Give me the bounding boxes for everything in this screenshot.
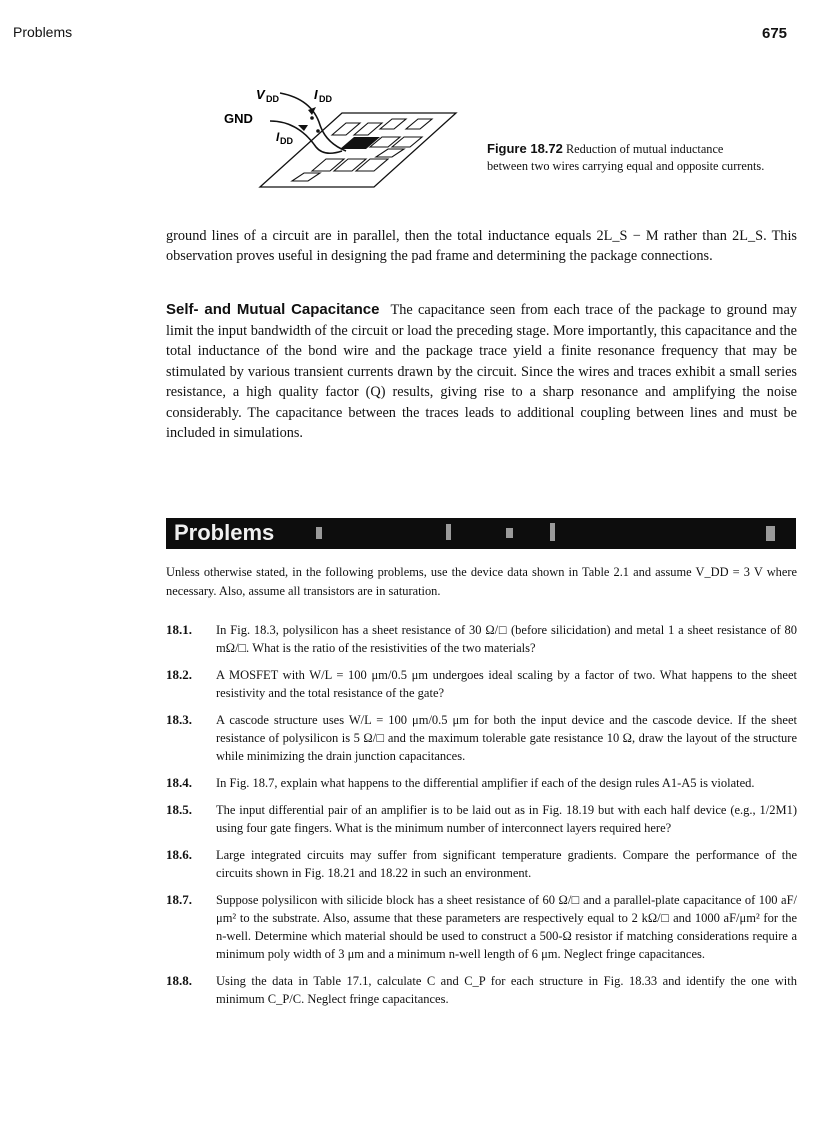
problems-banner xyxy=(166,518,796,549)
banner-texture xyxy=(316,527,322,539)
problem-list xyxy=(166,621,797,1017)
problem-item xyxy=(166,774,797,792)
banner-texture xyxy=(766,526,775,541)
problem-number: 18.2. xyxy=(166,667,192,682)
problem-text: Using the data in Table 17.1, calculate C and C_P for each structure in Fig. 18.33 and identify the one with minimum C_P/C. Neglect fringe capacitances. xyxy=(216,974,797,1006)
problem-number: 18.7. xyxy=(166,892,192,907)
package-traces xyxy=(292,119,432,181)
figure-diagram xyxy=(220,85,470,195)
problem-number: 18.6. xyxy=(166,847,192,862)
idd-bottom-label: I xyxy=(276,130,280,144)
figure-label: Figure 18.72 xyxy=(487,141,563,156)
problem-number: 18.3. xyxy=(166,712,192,727)
vdd-subscript: DD xyxy=(266,94,279,104)
problem-text: Suppose polysilicon with silicide block has a sheet resistance of 60 Ω/□ and a parallel-plate capacitance of 100 aF/μm² to the substrate. Also, assume that these parameters are respectively equal to 2 kΩ/□ and 1000 aF/μm² for the n-well. Determine which material should be used to construct a 500-Ω resistor if matching considerations require a minimum poly width of 3 μm and a minimum n-well length of 6 μm. Neglect fringe capacitances. xyxy=(216,893,797,961)
problem-item xyxy=(166,972,797,1008)
vdd-label: V xyxy=(256,87,265,102)
idd-top-label: I xyxy=(314,87,318,102)
idd-bottom-subscript: DD xyxy=(280,136,293,146)
problems-heading: Problems xyxy=(174,520,275,545)
problem-number: 18.4. xyxy=(166,775,192,790)
problem-text: In Fig. 18.7, explain what happens to the differential amplifier if each of the design rules A1-A5 is violated. xyxy=(216,776,755,790)
problem-text: A cascode structure uses W/L = 100 μm/0.5 μm for both the input device and the cascode device. If the sheet resistance of polysilicon is 5 Ω/□ and the maximum tolerable gate resistance 10 Ω, draw the layout of the structure while minimizing the drain junction capacitances. xyxy=(216,713,797,763)
section-self-mutual-capacitance xyxy=(166,300,797,444)
figure-caption xyxy=(487,140,767,175)
page-number: 675 xyxy=(762,25,788,42)
figure-caption-text: Reduction of mutual inductance between two wires carrying equal and opposite currents. xyxy=(487,142,765,173)
problem-item xyxy=(166,711,797,765)
problem-text: A MOSFET with W/L = 100 μm/0.5 μm undergoes ideal scaling by a factor of two. What happens to the sheet resistivity and the total resistance of the gate? xyxy=(216,668,797,700)
problem-number: 18.5. xyxy=(166,802,192,817)
section-body: The capacitance seen from each trace of the package to ground may limit the input bandwidth of the circuit or load the preceding stage. More importantly, this capacitance and the total inductance of the bond wire and the package trace yield a finite resonance frequency that may be stimulated by various transient currents drawn by the circuit. Since the wires and traces exhibit a small series resistance, a high quality factor (Q) results, giving rise to a sharp resonance and amplifying the noise considerably. The capacitance between the traces leads to additional coupling between lines and must be included in simulations. xyxy=(166,302,798,441)
problem-text: The input differential pair of an amplifier is to be laid out as in Fig. 18.19 but with each half device (e.g., 1/2M1) using four gate fingers. What is the minimum number of interconnect layers required here? xyxy=(216,803,797,835)
problem-text: In Fig. 18.3, polysilicon has a sheet resistance of 30 Ω/□ (before silicidation) and metal 1 a sheet resistance of 80 mΩ/□. What is the ratio of the resistivities of the two materials? xyxy=(216,623,797,655)
problem-number: 18.8. xyxy=(166,973,192,988)
banner-texture xyxy=(446,524,451,540)
gnd-label: GND xyxy=(224,111,253,126)
problem-text: Large integrated circuits may suffer from significant temperature gradients. Compare the performance of the circuits shown in Fig. 18.21 and 18.22 in such an environment. xyxy=(216,848,797,880)
running-head: Problems xyxy=(13,24,73,40)
coupling-dot-1 xyxy=(310,116,314,120)
problem-item xyxy=(166,891,797,963)
problem-number: 18.1. xyxy=(166,622,192,637)
problem-item xyxy=(166,621,797,657)
paragraph-continued: ground lines of a circuit are in parallel, then the total inductance equals 2L_S − M rather than 2L_S. This observation proves useful in designing the pad frame and determining the package connections. xyxy=(166,228,797,264)
problems-intro: Unless otherwise stated, in the following problems, use the device data shown in Table 2.1 and assume V_DD = 3 V where necessary. Also, assume all transistors are in saturation. xyxy=(166,565,797,598)
banner-texture xyxy=(506,528,513,538)
idd-top-subscript: DD xyxy=(319,94,332,104)
section-heading: Self- and Mutual Capacitance xyxy=(166,301,380,318)
problem-item xyxy=(166,666,797,702)
coupling-dot-2 xyxy=(316,129,320,133)
figure-18-72 xyxy=(220,85,470,195)
banner-texture xyxy=(550,523,555,541)
problem-item xyxy=(166,846,797,882)
problem-item xyxy=(166,801,797,837)
